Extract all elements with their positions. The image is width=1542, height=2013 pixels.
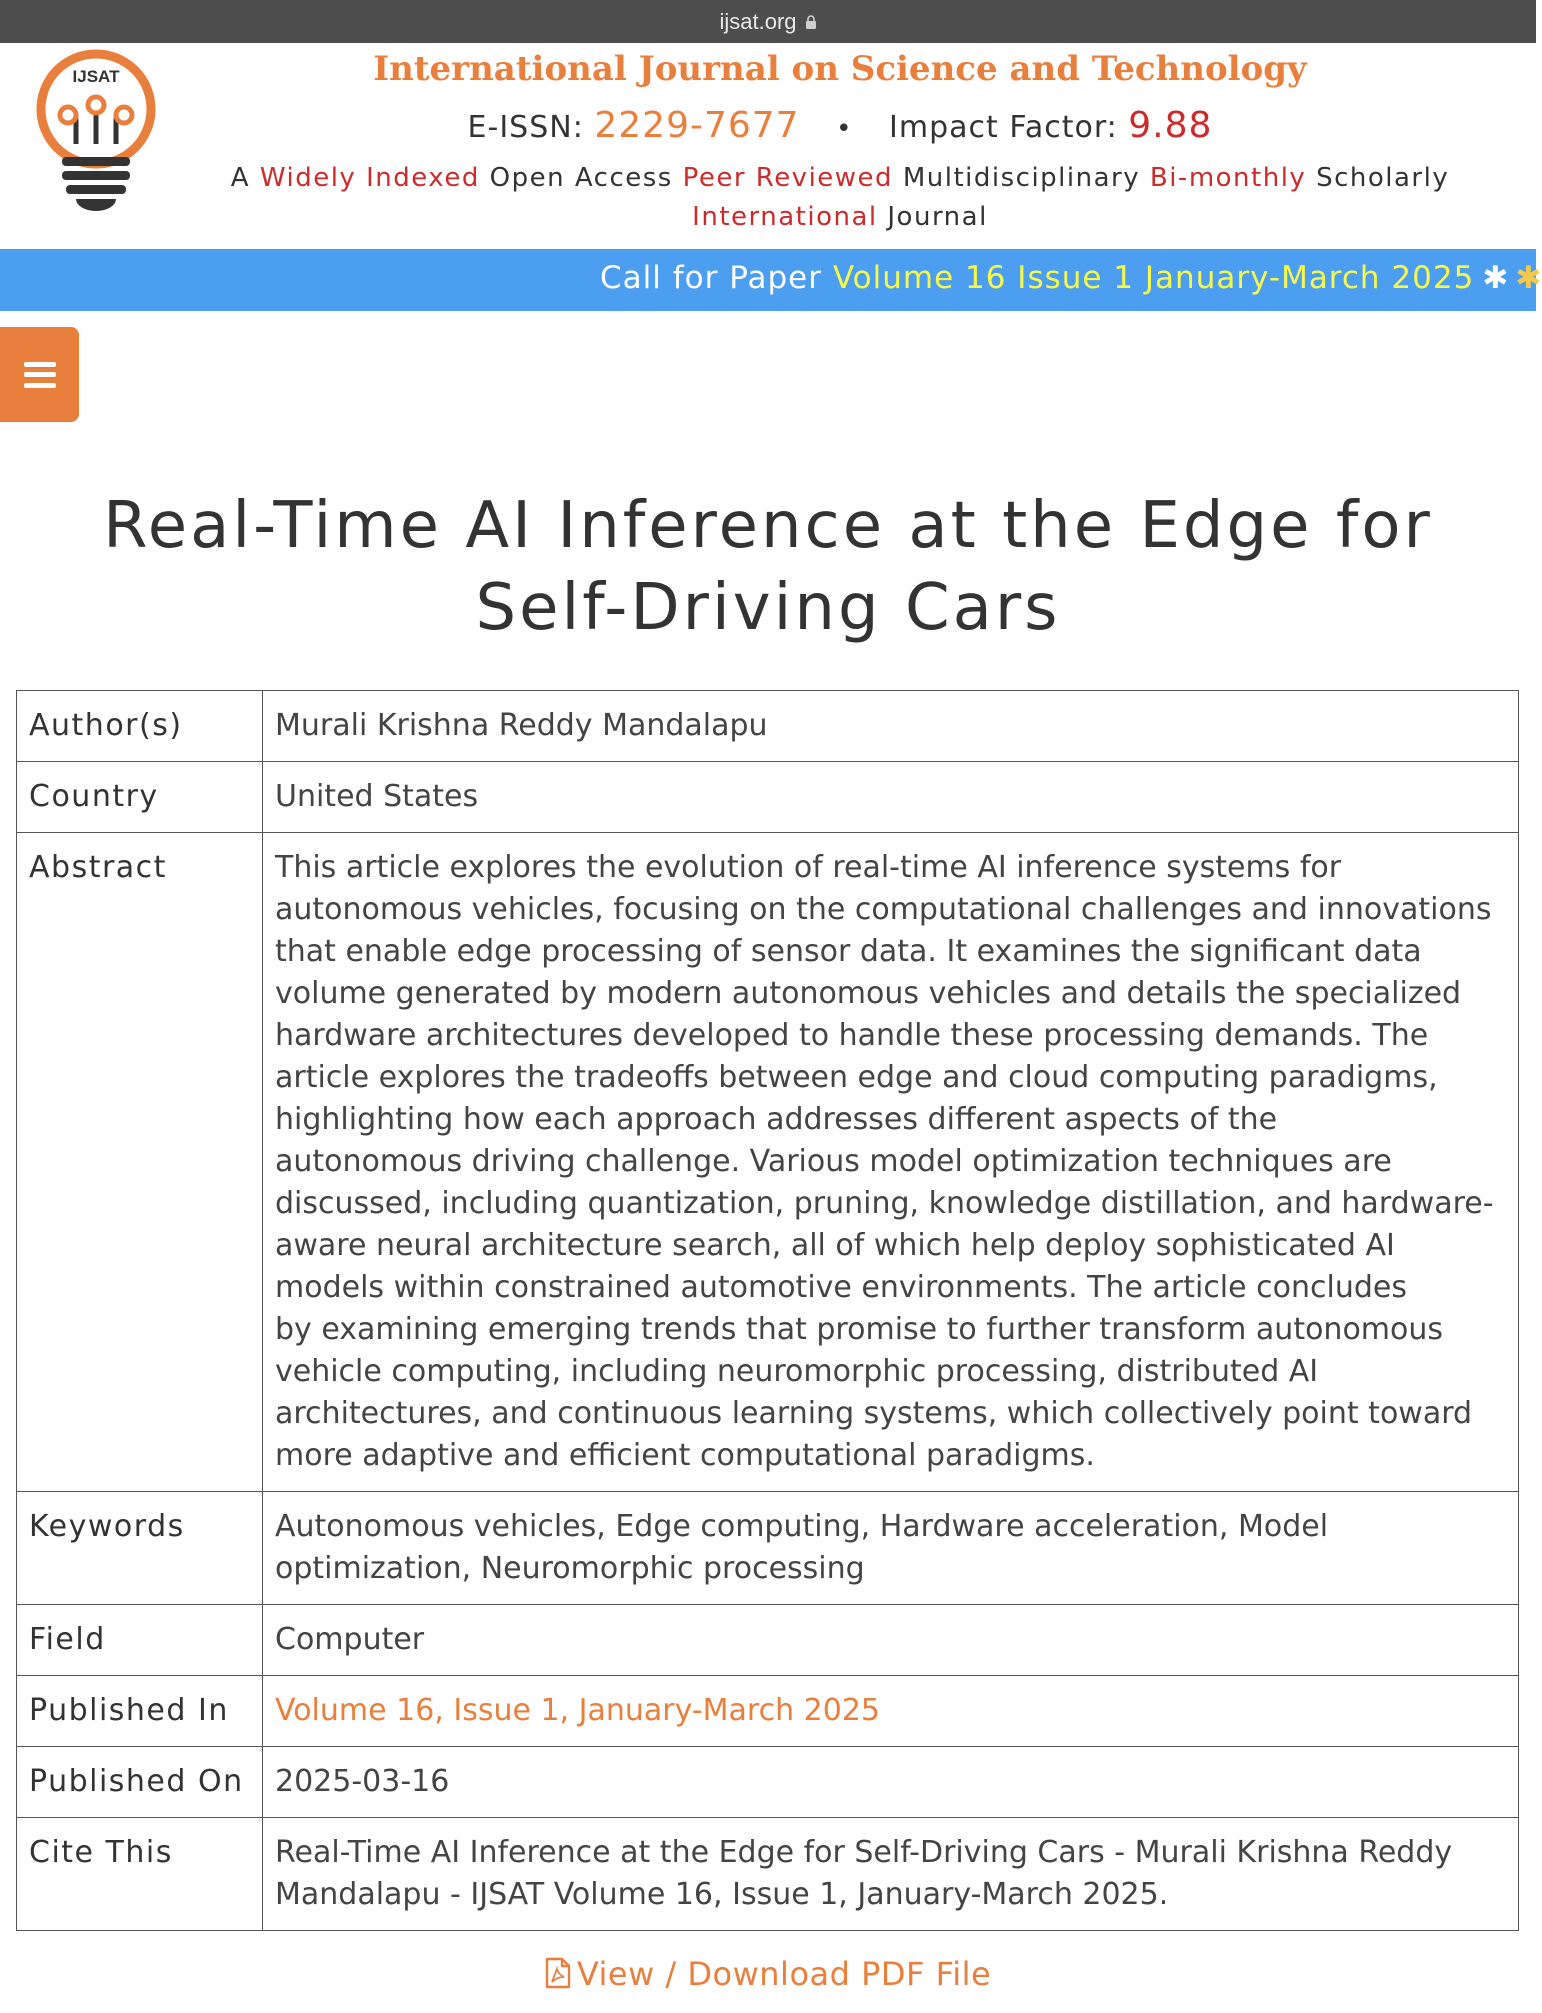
table-row (17, 1747, 1519, 1818)
row-label-published-on: Published On (17, 1747, 263, 1818)
tagline-highlight: Peer Reviewed (682, 163, 894, 193)
file-pdf-icon (545, 1957, 571, 1989)
banner-prefix: Call for Paper (600, 260, 833, 296)
journal-title[interactable]: International Journal on Science and Technology (373, 49, 1307, 89)
table-row (17, 1605, 1519, 1676)
impact-label: Impact Factor: (889, 110, 1118, 145)
browser-url-bar[interactable] (0, 0, 1536, 43)
table-row (17, 1818, 1519, 1931)
lightbulb-logo-icon[interactable] (32, 49, 164, 215)
issn-label: E-ISSN: (467, 110, 584, 145)
published-in-link[interactable]: Volume 16, Issue 1, January-March 2025 (275, 1693, 880, 1728)
journal-tagline (200, 159, 1480, 237)
call-for-paper-banner[interactable] (0, 249, 1542, 311)
banner-text[interactable] (600, 260, 1542, 296)
abstract-paragraph: by examining emerging trends that promise to further transform autonomous vehicle computing, including neuromorphic processing, distributed AI architectures, and continuous learning systems, which collectively point toward more adaptive and efficient computational paradigms. (275, 1312, 1473, 1473)
hamburger-menu-icon (24, 362, 56, 388)
tagline-text: Open Access (479, 163, 683, 193)
published-on-value: 2025-03-16 (263, 1747, 1519, 1818)
url-text[interactable]: ijsat.org (719, 8, 797, 34)
abstract-paragraph: autonomous driving challenge. Various model optimization techniques are discussed, including quantization, pruning, knowledge distillation, and hardware-aware neural architecture search, all of which help deploy sophisticated AI models within constrained automotive environments. The article concludes (275, 1144, 1494, 1305)
published-in-cell (263, 1676, 1519, 1747)
abstract-paragraph: This article explores the evolution of real-time AI inference systems for autonomous vehicles, focusing on the computational challenges and innovations that enable edge processing of sensor data. It examines the significant data volume generated by modern autonomous vehicles and details the specialized hardware architectures developed to handle these processing demands. The article explores the tradeoffs between edge and cloud computing paradigms, highlighting how each approach addresses different aspects of the (275, 850, 1492, 1137)
pdf-download-link[interactable] (0, 1955, 1536, 1993)
site-header (0, 43, 1536, 249)
banner-highlight: Volume 16 Issue 1 January-March 2025 (832, 260, 1475, 296)
row-label-authors: Author(s) (17, 691, 263, 762)
row-label-abstract: Abstract (17, 833, 263, 1492)
field-value: Computer (263, 1605, 1519, 1676)
menu-button[interactable] (0, 327, 79, 422)
keywords-value: Autonomous vehicles, Edge computing, Hardware acceleration, Model optimization, Neuromorphic processing (263, 1492, 1519, 1605)
issn-value: 2229-7677 (594, 105, 800, 146)
table-row (17, 1676, 1519, 1747)
tagline-text: Journal (877, 202, 988, 232)
abstract-value (263, 833, 1519, 1492)
lock-icon (805, 15, 817, 30)
row-label-country: Country (17, 762, 263, 833)
table-row (17, 691, 1519, 762)
impact-value: 9.88 (1128, 105, 1213, 146)
article-title: Real-Time AI Inference at the Edge for Self-Driving Cars (103, 489, 1433, 645)
asterisk-icon: ✱ (1515, 260, 1542, 296)
tagline-text: Scholarly (1306, 163, 1450, 193)
row-label-published-in: Published In (17, 1676, 263, 1747)
row-label-keywords: Keywords (17, 1492, 263, 1605)
pdf-link-label[interactable]: View / Download PDF File (576, 1955, 992, 1993)
tagline-text: Multidisciplinary (893, 163, 1150, 193)
authors-value: Murali Krishna Reddy Mandalapu (263, 691, 1519, 762)
table-row (17, 833, 1519, 1492)
tagline-highlight: International (692, 202, 878, 232)
tagline-highlight: Widely Indexed (259, 163, 480, 193)
citation-value: Real-Time AI Inference at the Edge for Self-Driving Cars - Murali Krishna Reddy Mandalapu - IJSAT Volume 16, Issue 1, January-March 2025. (263, 1818, 1519, 1931)
tagline-highlight: Bi-monthly (1149, 163, 1307, 193)
table-row (17, 1492, 1519, 1605)
logo-text: IJSAT (72, 67, 120, 86)
article-details-table (16, 690, 1519, 1931)
row-label-field: Field (17, 1605, 263, 1676)
asterisk-icon: ✱ (1482, 260, 1510, 296)
country-value: United States (263, 762, 1519, 833)
issn-line (200, 105, 1480, 146)
separator: • (836, 114, 853, 144)
tagline-text: A (230, 163, 260, 193)
row-label-cite: Cite This (17, 1818, 263, 1931)
table-row (17, 762, 1519, 833)
